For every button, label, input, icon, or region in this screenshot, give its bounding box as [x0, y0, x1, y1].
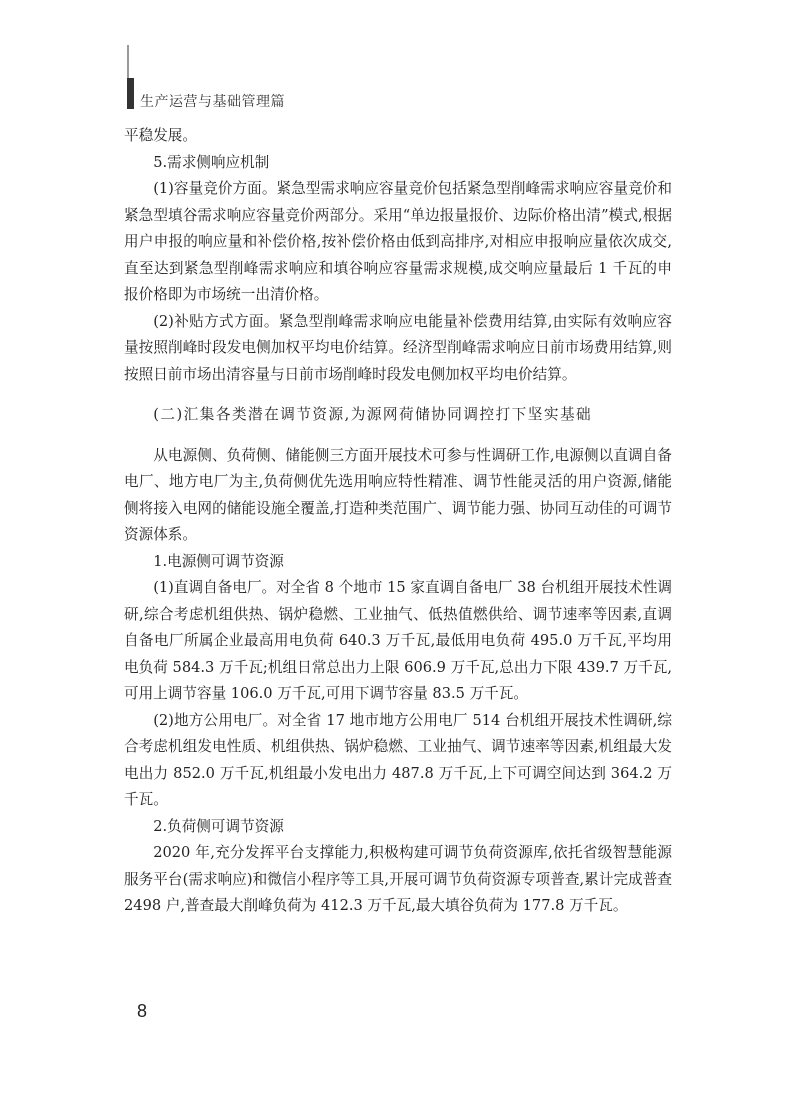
page-body	[124, 123, 672, 920]
header-rule-line	[127, 45, 129, 79]
paragraph-load-survey: 2020 年,充分发挥平台支撑能力,积极构建可调节负荷资源库,依托省级智慧能源服务平台(需求响应)和微信小程序等工具,开展可调节负荷资源专项普查,累计完成普查 2498 户,普查最大削峰负荷为 412.3 万千瓦,最大填谷负荷为 177.8 万千瓦。	[124, 844, 672, 914]
paragraph-resources-overview: 从电源侧、负荷侧、储能侧三方面开展技术可参与性调研工作,电源侧以直调自备电厂、地方电厂为主,负荷侧优先选用响应特性精准、调节性能灵活的用户资源,储能侧将接入电网的储能设施全覆盖,打造种类范围广、调节能力强、协同互动佳的可调节资源体系。	[124, 446, 672, 543]
paragraph-captive-plants: (1)直调自备电厂。对全省 8 个地市 15 家直调自备电厂 38 台机组开展技术性调研,综合考虑机组供热、锅炉稳燃、工业抽气、低热值燃供给、调节速率等因素,直调自备电厂所属企业最高用电负荷 640.3 万千瓦,最低用电负荷 495.0 万千瓦,平均用电负荷 584.3 万千瓦;机组日常总出力上限 606.9 万千瓦,总出力下限 439.7 万千瓦,可用上调节容量 106.0 万千瓦,可用下调节容量 83.5 万千瓦。	[124, 579, 672, 702]
subheading-demand-response: 5.需求侧响应机制	[153, 153, 270, 171]
paragraph-public-plants: (2)地方公用电厂。对全省 17 地市地方公用电厂 514 台机组开展技术性调研,综合考虑机组发电性质、机组供热、锅炉稳燃、工业抽气、调节速率等因素,机组最大发电出力 852.0 万千瓦,机组最小发电出力 487.8 万千瓦,上下可调空间达到 364.2 万千瓦。	[124, 711, 672, 808]
paragraph-subsidy: (2)补贴方式方面。紧急型削峰需求响应电能量补偿费用结算,由实际有效响应容量按照削峰时段发电侧加权平均电价结算。经济型削峰需求响应日前市场费用结算,则按照日前市场出清容量与日前市场削峰时段发电侧加权平均电价结算。	[124, 312, 672, 383]
subheading-source-side: 1.电源侧可调节资源	[153, 552, 284, 570]
page-number: 8	[137, 1001, 148, 1021]
paragraph-continuation: 平稳发展。	[124, 127, 197, 144]
running-header: 生产运营与基础管理篇	[140, 94, 285, 110]
paragraph-capacity-bidding: (1)容量竞价方面。紧急型需求响应容量竞价包括紧急型削峰需求响应容量竞价和紧急型填谷需求响应容量竞价两部分。采用“单边报量报价、边际价格出清”模式,根据用户申报的响应量和补偿价格,按补偿价格由低到高排序,对相应申报响应量依次成交,直至达到紧急型削峰需求响应和填谷响应容量需求规模,成交响应量最后 1 千瓦的申报价格即为市场统一出清价格。	[124, 180, 672, 303]
header-rule-bar	[127, 78, 134, 109]
subheading-load-side: 2.负荷侧可调节资源	[153, 817, 284, 835]
section-heading-2: (二)汇集各类潜在调节资源,为源网荷储协同调控打下坚实基础	[153, 406, 593, 423]
